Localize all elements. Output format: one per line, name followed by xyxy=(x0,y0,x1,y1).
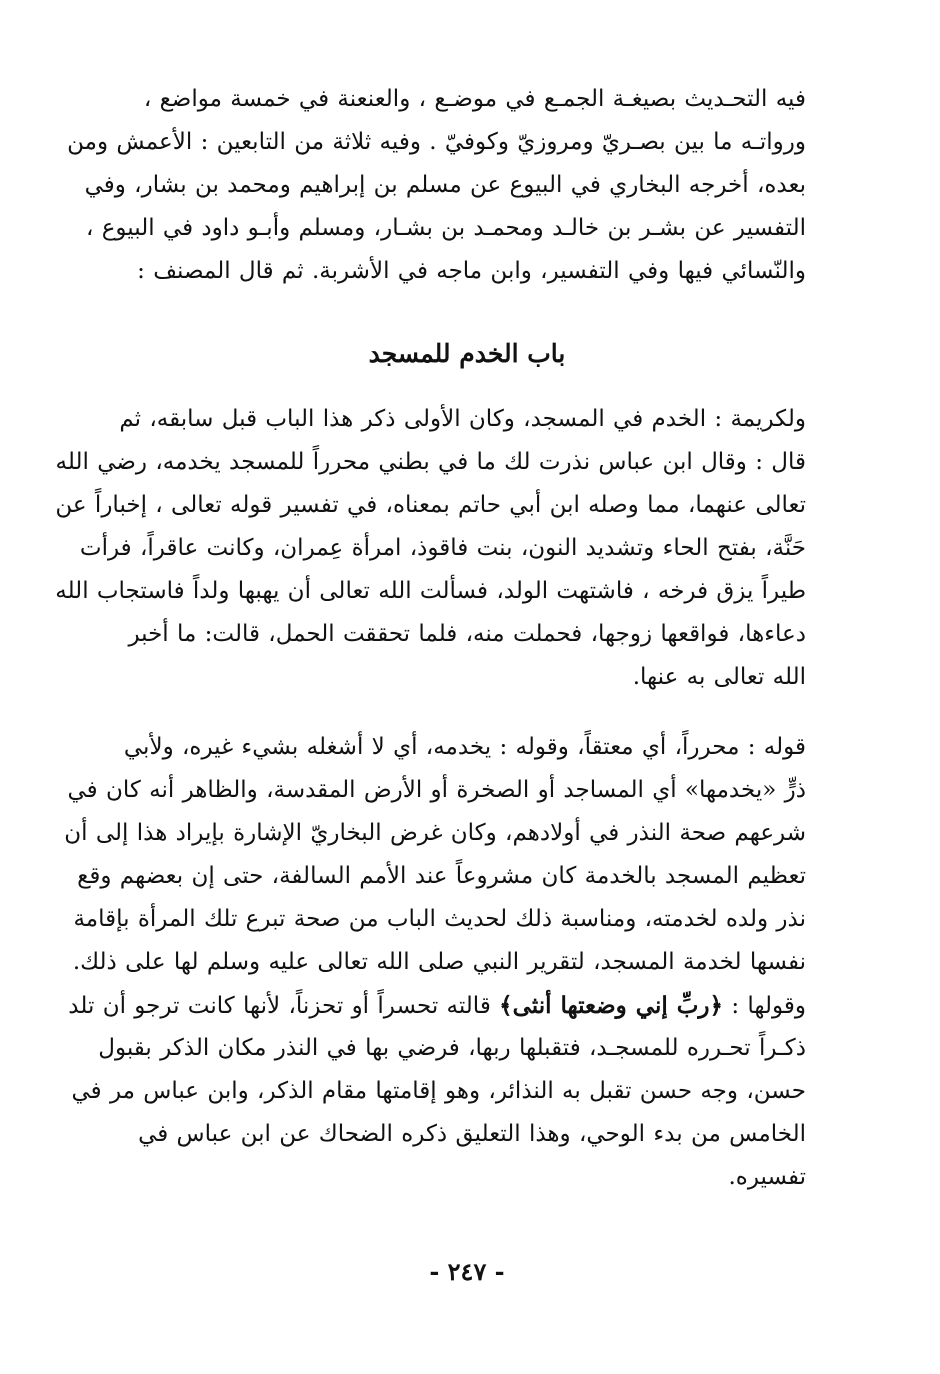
text-line: تعالى عنهما، مما وصله ابن أبي حاتم بمعناه، في تفسير قوله تعالى ، إخباراً عن xyxy=(55,492,806,518)
text-line: التفسير عن بشـر بن خالـد ومحمـد بن بشـار، ومسلم وأبـو داود في البيوع ، xyxy=(85,215,806,241)
text-line: شرعهم صحة النذر في أولادهم، وكان غرض البخاريّ الإشارة بإيراد هذا إلى أن xyxy=(64,820,806,846)
hadith-paragraph xyxy=(55,398,806,699)
text-line: ذرٍّ «يخدمها» أي المساجد أو الصخرة أو الأرض المقدسة، والظاهر أنه كان في xyxy=(67,777,806,803)
intro-paragraph xyxy=(67,78,806,293)
quran-quote-line xyxy=(68,984,806,1027)
text-line: قوله : محرراً، أي معتقاً، وقوله : يخدمه، أي لا أشغله بشيء غيره، ولأبي xyxy=(123,734,806,760)
chapter-heading: باب الخدم للمسجد xyxy=(368,339,566,368)
text-line: دعاءها، فواقعها زوجها، فحملت منه، فلما تحققت الحمل، قالت: ما أخبر xyxy=(128,621,806,647)
quran-verse: ﴿ربِّ إني وضعتها أنثى﴾ xyxy=(499,992,724,1019)
text-line: نذر ولده لخدمته، ومناسبة ذلك لحديث الباب من صحة تبرع تلك المرأة بإقامة xyxy=(73,906,806,932)
text-line: تعظيم المسجد بالخدمة كان مشروعاً عند الأمم السالفة، حتى إن بعضهم وقع xyxy=(77,863,806,889)
text-line: حسن، وجه حسن تقبل به النذائر، وهو إقامتها مقام الذكر، وابن عباس مر في xyxy=(71,1078,806,1104)
page-number: - ٢٤٧ - xyxy=(429,1257,505,1286)
text-line: حَنَّة، بفتح الحاء وتشديد النون، بنت فاقوذ، امرأة عِمران، وكانت عاقراً، فرأت xyxy=(79,535,806,561)
text-line: الله تعالى به عنها. xyxy=(632,664,806,690)
text-line: والنّسائي فيها وفي التفسير، وابن ماجه في الأشربة. ثم قال المصنف : xyxy=(137,258,806,284)
text-line: تفسيره. xyxy=(728,1164,806,1190)
text-line: بعده، أخرجه البخاري في البيوع عن مسلم بن إبراهيم ومحمد بن بشار، وفي xyxy=(84,172,806,198)
text-line: ولكريمة : الخدم في المسجد، وكان الأولى ذكر هذا الباب قبل سابقه، ثم xyxy=(119,406,806,432)
text-line: ذكـراً تحـرره للمسجـد، فتقبلها ربها، فرضي بها في النذر مكان الذكر بقبول xyxy=(98,1035,806,1061)
quote-prefix: وقولها : xyxy=(723,993,806,1019)
commentary-paragraph xyxy=(64,726,806,1199)
text-line: فيه التحـديث بصيغـة الجمـع في موضـع ، والعنعنة في خمسة مواضع ، xyxy=(143,86,806,112)
text-line: نفسها لخدمة المسجد، لتقرير النبي صلى الله تعالى عليه وسلم لها على ذلك. xyxy=(72,949,806,975)
text-line: قال : وقال ابن عباس نذرت لك ما في بطني محرراً للمسجد يخدمه، رضي الله xyxy=(55,449,806,475)
quote-suffix: قالته تحسراً أو تحزناً، لأنها كانت ترجو أن تلد xyxy=(68,993,500,1019)
text-line: ورواتـه ما بين بصـريّ ومروزيّ وكوفيّ . وفيه ثلاثة من التابعين : الأعمش ومن xyxy=(67,129,806,155)
text-line: الخامس من بدء الوحي، وهذا التعليق ذكره الضحاك عن ابن عباس في xyxy=(138,1121,806,1147)
text-line: طيراً يزق فرخه ، فاشتهت الولد، فسألت الله تعالى أن يهبها ولداً فاستجاب الله xyxy=(55,578,806,604)
